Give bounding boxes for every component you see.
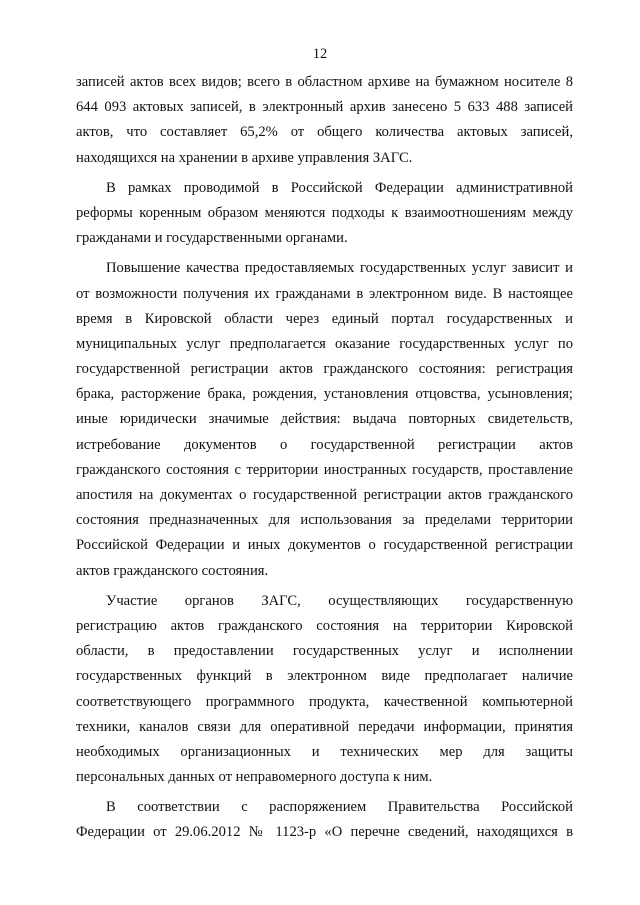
text-line: регистрацию актов гражданского состояния на территории Кировской (76, 617, 573, 634)
paragraph (76, 256, 573, 583)
text-line: гражданами и государственными органами. (76, 230, 348, 247)
text-line: области, в предоставлении государственных услуг и исполнении (76, 643, 573, 660)
text-line: государственных функций в электронном виде предполагает наличие (76, 668, 573, 685)
text-line: Российской Федерации и иных документов о государственной регистрации (76, 537, 573, 554)
text-line: находящихся на хранении в архиве управления ЗАГС. (76, 149, 413, 166)
text-line: 644 093 актовых записей, в электронный архив занесено 5 633 488 записей (76, 99, 573, 116)
text-line: муниципальных услуг предполагается оказание государственных услуг по (76, 335, 573, 352)
text-line: актов, что составляет 65,2% от общего количества актовых записей, (76, 124, 573, 141)
paragraph (76, 795, 573, 845)
text-line: государственной регистрации актов гражданского состояния: регистрация (76, 361, 573, 378)
text-line: Федерации от 29.06.2012 № 1123-р «О перечне сведений, находящихся в (76, 824, 573, 841)
text-line: необходимых организационных и технических мер для защиты (76, 743, 573, 760)
text-line: реформы коренным образом меняются подходы к взаимоотношениям между (76, 204, 573, 221)
paragraph (76, 176, 573, 252)
text-line: актов гражданского состояния. (76, 562, 269, 579)
paragraph (76, 70, 573, 171)
text-line: Повышение качества предоставляемых государственных услуг зависит и (106, 260, 573, 277)
text-line: истребование документов о государственной регистрации актов (76, 436, 573, 453)
page-number: 12 (312, 46, 328, 62)
text-line: Участие органов ЗАГС, осуществляющих государственную (106, 592, 573, 609)
text-line: В рамках проводимой в Российской Федерации административной (106, 179, 573, 196)
paragraph (76, 589, 573, 791)
text-line: персональных данных от неправомерного доступа к ним. (76, 769, 433, 786)
text-line: время в Кировской области через единый портал государственных и (76, 310, 573, 327)
text-line: брака, расторжение брака, рождения, установления отцовства, усыновления; (76, 386, 573, 403)
text-line: гражданского состояния с территории иностранных государств, проставление (76, 461, 573, 478)
text-line: состояния предназначенных для использования за пределами территории (76, 512, 573, 529)
text-line: техники, каналов связи для оперативной передачи информации, принятия (76, 718, 573, 735)
document-body (76, 70, 573, 846)
text-line: апостиля на документах о государственной регистрации актов гражданского (76, 487, 573, 503)
text-line: соответствующего программного продукта, качественной компьютерной (76, 693, 573, 710)
text-line: записей актов всех видов; всего в областном архиве на бумажном носителе 8 (76, 74, 573, 90)
text-line: иные юридически значимые действия: выдача повторных свидетельств, (76, 411, 573, 428)
text-line: В соответствии с распоряжением Правительства Российской (106, 799, 573, 816)
text-line: от возможности получения их гражданами в электронном виде. В настоящее (76, 285, 573, 302)
